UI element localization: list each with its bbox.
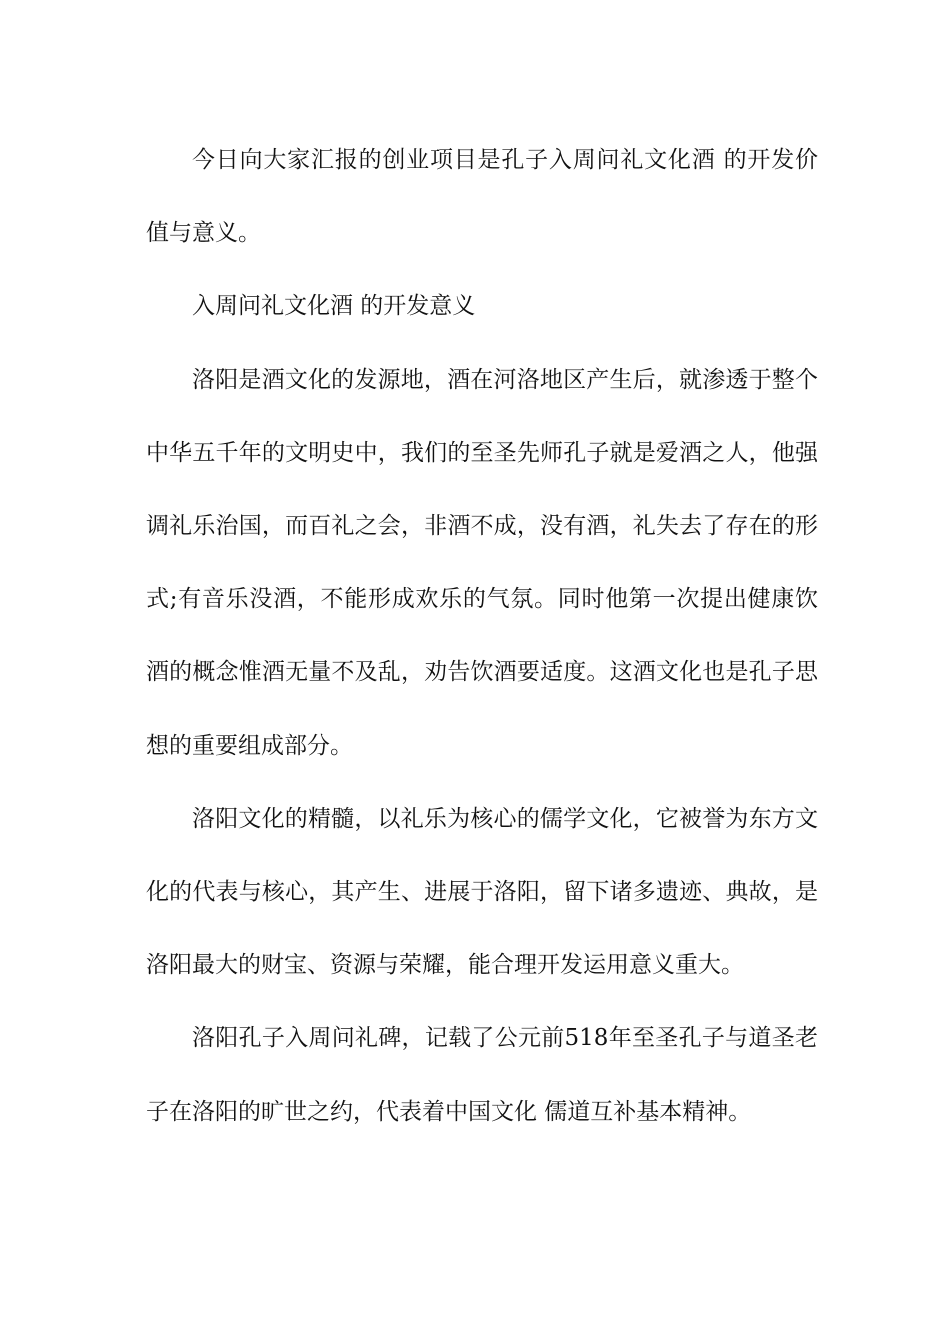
paragraph-stele: 洛阳孔子入周问礼碑，记载了公元前518年至圣孔子与道圣老子在洛阳的旷世之约，代表着中国文化 儒道互补基本精神。: [146, 1025, 818, 1125]
paragraph-luoyang-culture: 洛阳文化的精髓，以礼乐为核心的儒学文化，它被誉为东方文化的代表与核心，其产生、进展于洛阳，留下诸多遗迹、典故，是洛阳最大的财宝、资源与荣耀，能合理开发运用意义重大。: [146, 805, 818, 979]
document-body: [146, 124, 818, 1149]
paragraph-wine-culture: 洛阳是酒文化的发源地，酒在河洛地区产生后，就渗透于整个中华五千年的文明史中，我们的至圣先师孔子就是爱酒之人，他强调礼乐治国，而百礼之会，非酒不成，没有酒，礼失去了存在的形式;有音乐没酒，不能形成欢乐的气氛。同时他第一次提出健康饮酒的概念惟酒无量不及乱，劝告饮酒要适度。这酒文化也是孔子思想的重要组成部分。: [146, 366, 818, 759]
paragraph-heading: 入周问礼文化酒 的开发意义: [192, 293, 476, 320]
paragraph-intro: 今日向大家汇报的创业项目是孔子入周问礼文化酒 的开发价值与意义。: [146, 147, 818, 247]
